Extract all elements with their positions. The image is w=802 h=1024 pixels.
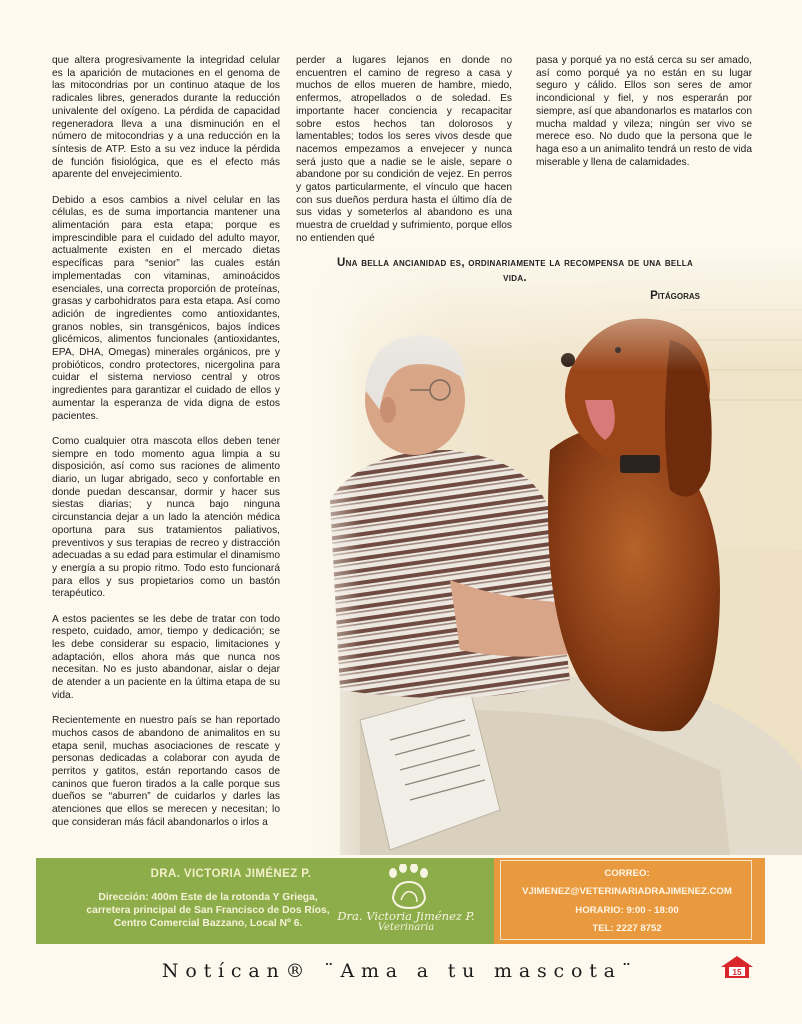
- email-address: VJIMENEZ@VETERINARIADRAJIMENEZ.COM: [522, 886, 732, 897]
- contact-box: [500, 860, 752, 940]
- paragraph: Como cualquier otra mascota ellos deben tener siempre en todo momento agua limpia a su disposición, así como sus raciones de alimento diario, un lugar abrigado, seco y confortable en donde puedan descansar, dormir y hacer sus siestas diarias; y nunca bajo ninguna circunstancia dejar a un lado la atención médica oportuna para sus tratamientos paliativos, preventivos y sus terapias de recreo y distracción adecuadas a su edad para estimular el dinamismo y energía a su propio ritmo. Todo esto funcionará para ellos y sus propietarios como un bastón terapéutico.: [52, 435, 280, 600]
- paragraph: Debido a esos cambios a nivel celular en las células, es de suma importancia mantener una alimentación para esta etapa; porque es imprescindible para el cuidado del adulto mayor, actualmente existen en el mercado dietas específicas para “senior” las cuales están implementadas con vitaminas, aminoácidos esenciales, una correcta proporción de proteínas, grasas y carbohidratos para esta etapa. Así como adición de ingredientes como antioxidantes, granos nobles, sin transgénicos, bajos índices glicémicos, alimentos funcionales (antioxidantes, EPA, DHA, Omegas) minerales orgánicos, pre y probióticos, condro protectores, nicergolina para cuidar el sistema nervioso central y otros ingredientes para garantizar el cuidado de ellos y aumentar la esperanza de vida digna de estos pacientes.: [52, 194, 280, 422]
- page-number-house-icon: [717, 955, 757, 979]
- logo-subtitle: Veterinaria: [377, 922, 435, 933]
- phone-number: TEL: 2227 8752: [592, 923, 662, 934]
- paragraph: perder a lugares lejanos en donde no encuentren el camino de regreso a casa y muchos de ellos mueren de hambre, miedo, enfermos, atropellados o de soledad. Es importante hacer conciencia y recapacitar sobre estos hechos tan dolorosos y lamentables; todos los seres vivos desde que nacemos empezamos a envejecer y nunca será justo que a nadie se le aisle, separe o abandone por su condición de vejez. En perros y gatos particularmente, el vínculo que hacen con sus dueños perdura hasta el último día de sus vidas y someterlos al abandono es una muestra de crueldad y sufrimiento, porque ellos no entienden qué: [296, 55, 512, 244]
- address-line: Dirección: 400m Este de la rotonda Y Griega,: [98, 892, 318, 903]
- address-line: carretera principal de San Francisco de Dos Ríos,: [86, 905, 330, 916]
- paragraph: Recientemente en nuestro país se han reportado muchos casos de abandono de animalitos en su etapa senil, muchas asociaciones de rescate y personas dedicadas a colaborar con ayuda de perritos y gatitos, están reportando casos de caninos que fueron tirados a la calle porque sus dueños se “aburren” de cuidarlos y darles las atenciones que ellos se merecen y necesitan; lo que consideran más fácil abandonarlos o irlos a: [52, 715, 280, 828]
- email-label: CORREO:: [604, 868, 650, 879]
- address-line: Centro Comercial Bazzano, Local Nº 6.: [113, 918, 303, 929]
- article-column-3: [536, 55, 752, 182]
- footer-ad: [36, 858, 765, 944]
- doctor-name: DRA. VICTORIA JIMÉNEZ P.: [150, 868, 312, 880]
- paw-logo-icon: [381, 864, 437, 910]
- business-hours: HORARIO: 9:00 - 18:00: [575, 905, 679, 916]
- magazine-tagline: Notícan® ¨Ama a tu mascota¨: [161, 960, 639, 982]
- paragraph: A estos pacientes se les debe de tratar con todo respeto, cuidado, amor, tiempo y dedicación; se les debe considerar su espacio, limitaciones y adaptación, ellos ahora más que nunca nos necesitan. No es justo abandonar, aislar o dejar de atender a un paciente en la última etapa de su vida.: [52, 613, 280, 701]
- paragraph: pasa y porqué ya no está cerca su ser amado, así como porqué ya no están en su lugar seguro y cálido. Ellos son seres de amor incondicional y fiel, y nos esperarán por siempre, así que abandonarlos es matarlos con mucha maldad y vileza; ningún ser vivo se merece eso. No dudo que la persona que le haga eso a un animalito tendrá un resto de vida miserable y llena de calamidades.: [536, 55, 752, 168]
- man-with-dog-photo: [300, 250, 802, 855]
- page-number: 15: [732, 968, 742, 977]
- article-column-1: [52, 55, 280, 842]
- logo-name: Dra. Victoria Jiménez P.: [337, 909, 475, 923]
- pull-quote: Una bella ancianidad es, ordinariamente la recompensa de una bella vida.: [336, 257, 694, 284]
- paragraph: que altera progresivamente la integridad celular es la aparición de mutaciones en el genoma de las mitocondrias por un continuo ataque de los radicales libres, generados durante la reducción univalente del oxígeno. La pérdida de capacidad regeneradora lleva a una disminución en el número de mitocondrias y a una reducción en la síntesis de ATP. Esto a su vez induce la pérdida de función fisiológica, que es el efecto más aparente del envejecimiento.: [52, 55, 280, 181]
- article-column-2: [296, 55, 512, 258]
- quote-author: Pitágoras: [650, 290, 700, 302]
